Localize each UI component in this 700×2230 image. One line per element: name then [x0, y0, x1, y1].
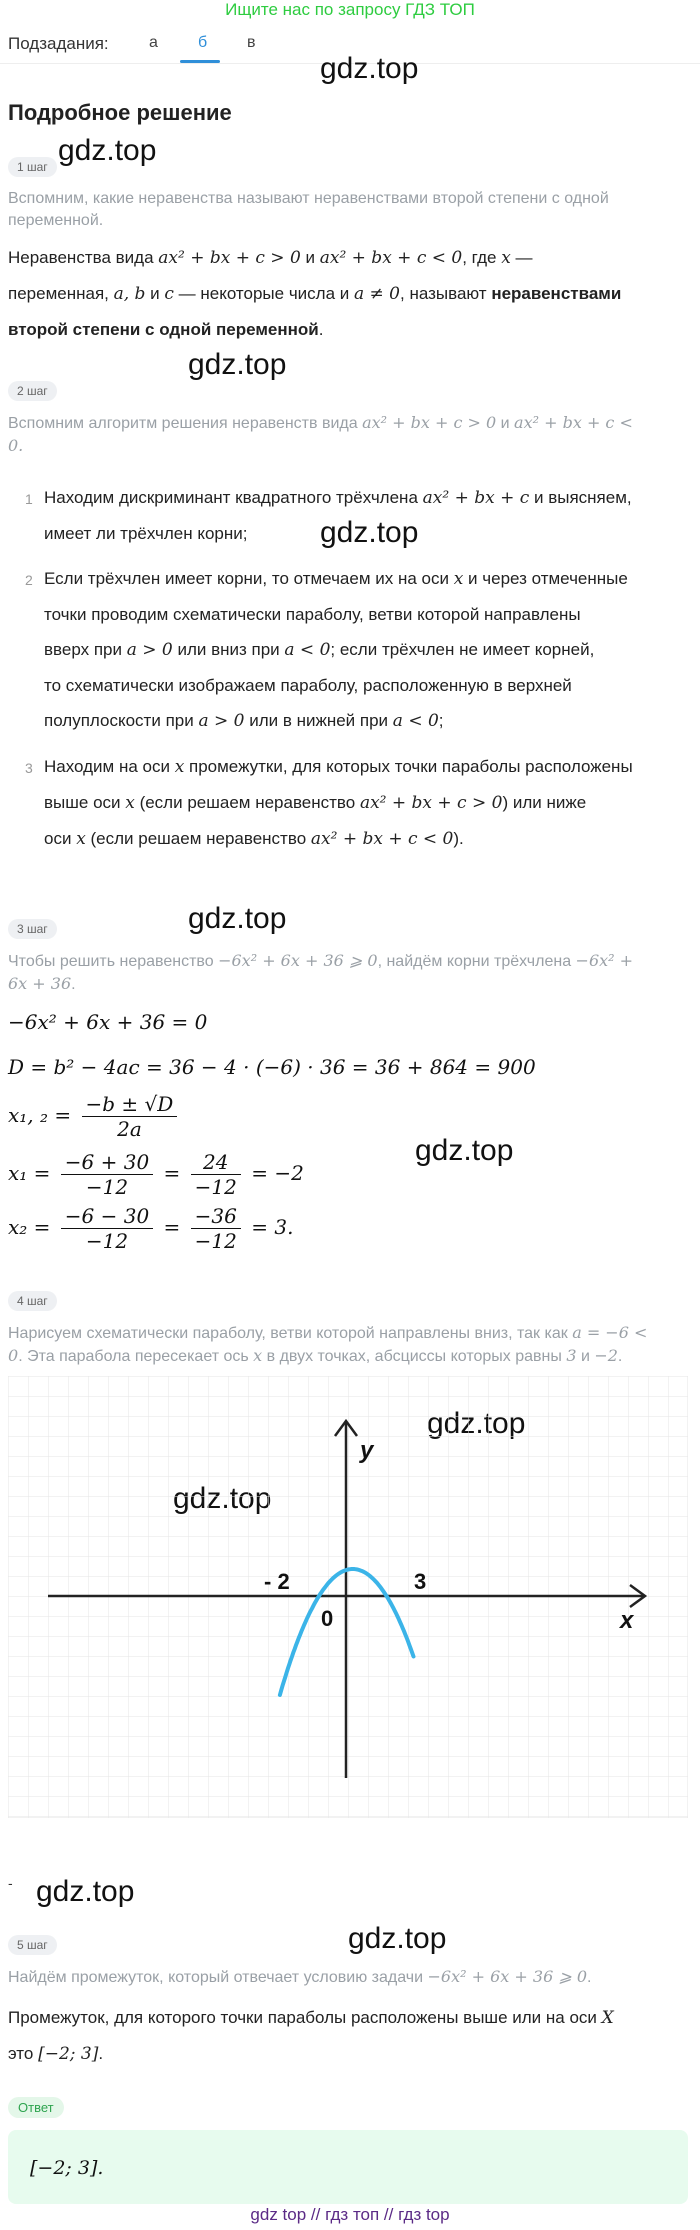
tab-b[interactable]: б — [198, 34, 208, 51]
watermark: gdz.top — [36, 1875, 135, 1908]
answer-value: [−2; 3]. — [30, 2157, 104, 2179]
list-item: Находим на оси x промежутки, для которых точки параболы расположены выше оси x (если решаем неравенство ax² + bx + c > 0) или ниже оси x (если решаем неравенство ax² + bx + c < 0). — [44, 757, 633, 849]
list-item: Если трёхчлен имеет корни, то отмечаем их на оси x и через отмеченные точки проводим схематически параболу, ветви которой направлены вверх при a > 0 или вниз при a < 0; если трёхчлен не имеет корней, то схематически изображаем параболу, расположенную в верхней полуплоскости при a > 0 или в нижней при a < 0; — [44, 569, 628, 731]
equation: x₂ = $\frac{-6 - 30}{-12}$ = $\frac{-36}{-12}$ = 3. — [8, 1204, 294, 1253]
y-axis-label: y — [360, 1437, 374, 1464]
watermark: gdz.top — [320, 516, 419, 549]
list-number: 3 — [25, 760, 33, 776]
watermark: gdz.top — [348, 1922, 447, 1955]
x-axis-label: x — [620, 1607, 634, 1634]
list-number: 1 — [25, 491, 33, 507]
step-badge: 5 шаг — [8, 1935, 57, 1955]
step-hint: Нарисуем схематически параболу, ветви которой направлены вниз, так как a = −6 < 0. Эта парабола пересекает ось x в двух точках, абсциссы которых равны 3 и −2. — [8, 1323, 648, 1365]
step-hint: Чтобы решить неравенство −6x² + 6x + 36 ⩾ 0, найдём корни трёхчлена −6x² + 6x + 36. — [8, 951, 634, 993]
step-badge: 3 шаг — [8, 919, 57, 939]
list-number: 2 — [25, 572, 33, 588]
equation: −6x² + 6x + 36 = 0 — [8, 1010, 208, 1034]
step-text: Промежуток, для которого точки параболы расположены выше или на оси X это [−2; 3]. — [8, 2008, 614, 2064]
footer-links[interactable]: gdz top // гдз топ // гдз top — [250, 2205, 450, 2224]
watermark: gdz.top — [188, 348, 287, 381]
equation: x₁ = $\frac{-6 + 30}{-12}$ = $\frac{24}{-12}$ = −2 — [8, 1150, 304, 1199]
list-item: Находим дискриминант квадратного трёхчлена ax² + bx + c и выясняем, имеет ли трёхчлен корни; — [44, 488, 632, 543]
step-text: Неравенства вида ax² + bx + c > 0 и ax² + bx + c < 0, где x — переменная, a, b и c — некоторые числа и a ≠ 0, называют неравенствами второй степени с одной переменной. — [8, 248, 622, 339]
parabola-graph — [8, 1376, 688, 1818]
section-title: Подробное решение — [8, 100, 232, 125]
answer-badge: Ответ — [8, 2097, 64, 2118]
equation: D = b² − 4ac = 36 − 4 · (−6) · 36 = 36 + 864 = 900 — [8, 1055, 536, 1079]
watermark: gdz.top — [320, 52, 419, 85]
subtasks-label: Подзадания: — [8, 34, 109, 53]
dash-mark: - — [8, 1875, 13, 1891]
equation: x₁, ₂ = $\frac{-b \pm √D}{2a}$ — [8, 1092, 181, 1141]
root-right-label: 3 — [414, 1569, 427, 1594]
origin-label: 0 — [321, 1606, 334, 1631]
step-hint: Найдём промежуток, который отвечает условию задачи −6x² + 6x + 36 ⩾ 0. — [8, 1967, 592, 1986]
watermark: gdz.top — [58, 134, 157, 167]
search-hint-link[interactable]: Ищите нас по запросу ГДЗ ТОП — [225, 0, 475, 19]
watermark: gdz.top — [188, 902, 287, 935]
step-hint: Вспомним, какие неравенства называют неравенствами второй степени с одной переменной. — [8, 190, 609, 229]
step-hint: Вспомним алгоритм решения неравенств вида ax² + bx + c > 0 и ax² + bx + c < 0. — [8, 413, 633, 455]
watermark: gdz.top — [415, 1134, 514, 1167]
step-badge: 1 шаг — [8, 157, 57, 177]
step-badge: 4 шаг — [8, 1291, 57, 1311]
answer-box — [8, 2130, 688, 2204]
tab-v[interactable]: в — [247, 34, 256, 51]
root-left-label: - 2 — [264, 1569, 290, 1594]
step-badge: 2 шаг — [8, 381, 57, 401]
tab-a[interactable]: а — [149, 34, 158, 51]
